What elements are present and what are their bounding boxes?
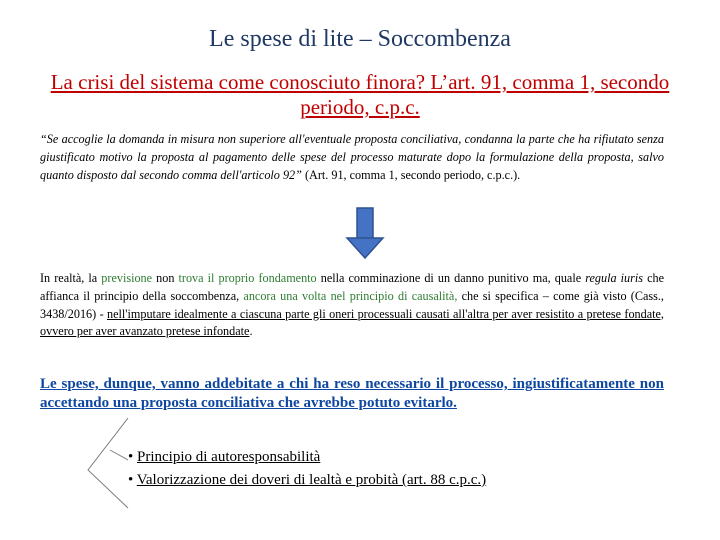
bracket-connector bbox=[84, 416, 134, 512]
bullet-item: • Valorizzazione dei doveri di lealtà e probità (art. 88 c.p.c.) bbox=[128, 472, 487, 488]
underlined-principle: nell'imputare idealmente a ciascuna parte gli oneri processuali causati all'altra per aver resistito a pretese fondate, ovvero per aver avanzato pretese infondate bbox=[40, 306, 664, 339]
quote-source: (Art. 91, comma 1, secondo periodo, c.p.c.). bbox=[301, 167, 521, 182]
explanation-paragraph: In realtà, la previsione non trova il proprio fondamento nella comminazione di un danno punitivo ma, quale regula iuris che affianca il principio della soccombenza, ancora una volta nel principio di causalità, che si specifica – come già visto (Cass., 3438/2016) - nell'imputare idealmente a ciascuna parte gli oneri processuali causati all'altra per aver resistito a pretese fondate, ovvero per aver avanzato pretese infondate. bbox=[40, 271, 664, 339]
slide-title: Le spese di lite – Soccombenza bbox=[209, 26, 511, 52]
regula-iuris: regula iuris bbox=[585, 271, 643, 285]
highlight-previsione: previsione bbox=[101, 271, 153, 285]
conclusion-text: Le spese, dunque, vanno addebitate a chi ha reso necessario il processo, ingiustificatamente non accettando una proposta conciliativa che avrebbe potuto evitarlo. bbox=[40, 376, 664, 411]
slide-subtitle: La crisi del sistema come conosciuto finora? L’art. 91, comma 1, secondo periodo, c.p.c. bbox=[50, 70, 670, 119]
down-arrow-icon bbox=[345, 206, 385, 260]
bullet-item: • Principio di autoresponsabilità bbox=[128, 449, 321, 465]
bullet-list bbox=[128, 446, 688, 492]
quote-text: “Se accoglie la domanda in misura non superiore all'eventuale proposta conciliativa, condanna la parte che ha rifiutato senza giustificato motivo la proposta al pagamento delle spese del processo maturate dopo la formulazione della proposta, salvo quanto disposto dal secondo comma dell'articolo 92” bbox=[40, 132, 664, 182]
article-quote bbox=[40, 131, 664, 184]
highlight-fondamento: trova il proprio fondamento bbox=[178, 271, 317, 285]
highlight-causalita: ancora una volta nel principio di causalità, bbox=[243, 288, 458, 303]
